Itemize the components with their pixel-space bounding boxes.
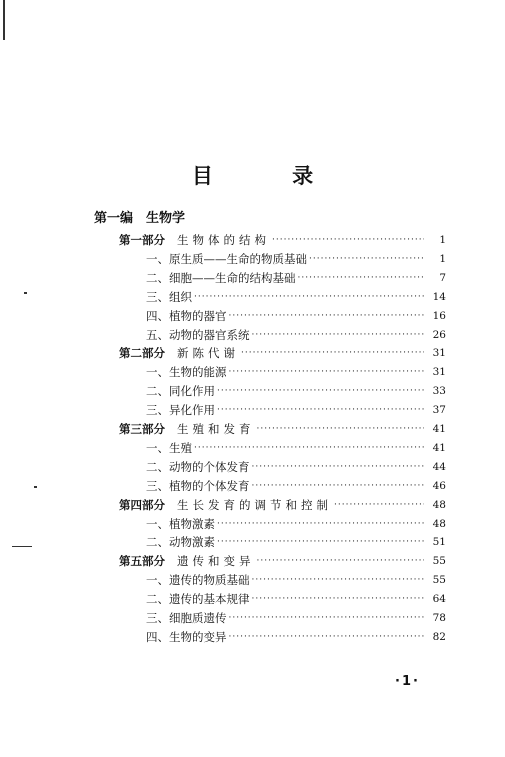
toc-leader-dots bbox=[252, 326, 425, 344]
toc-entry-row[interactable] bbox=[146, 609, 446, 627]
toc-entry-row[interactable] bbox=[146, 571, 446, 589]
toc-entry-label: 一、遗传的物质基础 bbox=[146, 573, 250, 588]
toc-entry-row[interactable] bbox=[146, 250, 446, 268]
toc-leader-dots bbox=[252, 477, 425, 495]
toc-page-number: 64 bbox=[432, 593, 446, 606]
toc-page-number: 14 bbox=[432, 290, 446, 303]
toc-section-label bbox=[119, 497, 334, 513]
toc-entry-label: 五、动物的器官系统 bbox=[146, 327, 250, 342]
toc-entry-row[interactable] bbox=[146, 326, 446, 344]
toc-entry-row[interactable] bbox=[146, 382, 446, 400]
part-heading: 第一编 生物学 bbox=[94, 211, 186, 226]
toc-section-number: 第一部分 bbox=[119, 233, 165, 247]
toc-leader-dots bbox=[257, 420, 425, 438]
toc-entry-label: 三、异化作用 bbox=[146, 403, 215, 418]
toc-section-name: 遗传和变异 bbox=[177, 554, 255, 569]
scan-edge-mark bbox=[3, 0, 5, 40]
scan-speck bbox=[34, 486, 37, 488]
toc-leader-dots bbox=[194, 439, 424, 457]
toc-entry-label: 四、植物的器官 bbox=[146, 308, 227, 323]
toc-leader-dots bbox=[217, 382, 424, 400]
toc-entry-label: 四、生物的变异 bbox=[146, 629, 227, 644]
toc-entry-label: 三、细胞质遗传 bbox=[146, 611, 227, 625]
toc-entry-label: 三、植物的个体发育 bbox=[146, 478, 250, 493]
toc-section-row[interactable] bbox=[119, 496, 446, 514]
toc-page-number: 51 bbox=[432, 536, 446, 549]
toc-leader-dots bbox=[309, 250, 424, 268]
toc-entry-row[interactable] bbox=[146, 533, 446, 551]
toc-entry-label: 一、植物激素 bbox=[146, 516, 215, 531]
toc-leader-dots bbox=[272, 231, 424, 249]
toc-entry-label: 三、组织 bbox=[146, 289, 192, 304]
toc-entry-label: 一、生殖 bbox=[146, 440, 192, 455]
toc-section-row[interactable] bbox=[119, 344, 446, 362]
toc-section-number: 第二部分 bbox=[119, 346, 165, 361]
toc-section-row[interactable] bbox=[119, 231, 446, 249]
toc-leader-dots bbox=[217, 515, 424, 533]
toc-page-number: 1 bbox=[439, 252, 446, 265]
toc-leader-dots bbox=[229, 363, 425, 381]
toc-entry-label: 二、同化作用 bbox=[146, 384, 215, 399]
scan-speck bbox=[24, 292, 27, 294]
toc-section-name: 生殖和发育 bbox=[177, 422, 255, 436]
toc-page-number: 7 bbox=[439, 271, 446, 284]
toc-leader-dots bbox=[298, 269, 425, 287]
toc-entry-row[interactable] bbox=[146, 590, 446, 608]
toc-page-number: 16 bbox=[432, 309, 446, 322]
toc-entry-label: 二、细胞——生命的结构基础 bbox=[146, 270, 296, 285]
toc-page-number: 55 bbox=[432, 574, 446, 587]
toc-leader-dots bbox=[334, 496, 424, 514]
toc-leader-dots bbox=[229, 307, 425, 325]
toc-leader-dots bbox=[217, 401, 424, 419]
toc-leader-dots bbox=[229, 628, 425, 646]
toc-leader-dots bbox=[257, 552, 425, 570]
toc-page-number: 48 bbox=[432, 517, 446, 530]
toc-entry-row[interactable] bbox=[146, 477, 446, 495]
toc-page-number: 46 bbox=[432, 479, 446, 492]
page-title: 目 录 bbox=[191, 164, 350, 188]
toc-section-number: 第三部分 bbox=[119, 422, 165, 436]
toc-page-number: 78 bbox=[432, 612, 446, 624]
toc-section-name: 新陈代谢 bbox=[177, 346, 239, 361]
page-number: ·1· bbox=[395, 674, 420, 689]
toc-leader-dots bbox=[252, 571, 425, 589]
toc-section-label bbox=[119, 553, 257, 569]
toc-page-number: 44 bbox=[432, 460, 446, 473]
toc-page-number: 37 bbox=[432, 404, 446, 417]
toc-entry-row[interactable] bbox=[146, 628, 446, 646]
toc-section-label bbox=[119, 345, 241, 361]
toc-page-number: 33 bbox=[432, 385, 446, 398]
toc-section-row[interactable] bbox=[119, 552, 446, 570]
toc-leader-dots bbox=[217, 533, 424, 551]
toc-section-number: 第五部分 bbox=[119, 554, 165, 569]
toc-page-number: 41 bbox=[432, 441, 446, 454]
toc-leader-dots bbox=[194, 288, 424, 306]
toc-leader-dots bbox=[241, 344, 424, 362]
toc-page-number: 41 bbox=[432, 423, 446, 435]
toc-leader-dots bbox=[252, 458, 425, 476]
toc-entry-label: 二、遗传的基本规律 bbox=[146, 592, 250, 607]
toc-page-number: 31 bbox=[432, 347, 446, 360]
toc-entry-row[interactable] bbox=[146, 439, 446, 457]
toc-section-row[interactable] bbox=[119, 420, 446, 438]
toc-section-name: 生物体的结构 bbox=[177, 233, 270, 247]
toc-page-number: 26 bbox=[432, 328, 446, 341]
toc-entry-label: 二、动物的个体发育 bbox=[146, 459, 250, 474]
toc-page-number: 31 bbox=[432, 366, 446, 379]
toc-section-label bbox=[119, 232, 272, 248]
toc-entry-row[interactable] bbox=[146, 515, 446, 533]
toc-section-label bbox=[119, 421, 257, 437]
toc-section-number: 第四部分 bbox=[119, 497, 165, 512]
toc-leader-dots bbox=[229, 609, 425, 627]
toc-page-number: 1 bbox=[439, 234, 446, 246]
toc-leader-dots bbox=[252, 590, 425, 608]
toc-page-number: 48 bbox=[432, 498, 446, 511]
toc-entry-row[interactable] bbox=[146, 401, 446, 419]
toc-page-number: 55 bbox=[432, 555, 446, 568]
toc-section-name: 生长发育的调节和控制 bbox=[177, 497, 332, 512]
toc-entry-row[interactable] bbox=[146, 288, 446, 306]
toc-entry-row[interactable] bbox=[146, 307, 446, 325]
toc-entry-label: 一、原生质——生命的物质基础 bbox=[146, 251, 307, 266]
toc-entry-row[interactable] bbox=[146, 458, 446, 476]
toc-entry-label: 一、生物的能源 bbox=[146, 365, 227, 380]
toc-page-number: 82 bbox=[432, 630, 446, 643]
scan-speck bbox=[12, 546, 32, 547]
toc-entry-label: 二、动物激素 bbox=[146, 535, 215, 550]
toc-entry-row[interactable] bbox=[146, 269, 446, 287]
toc-entry-row[interactable] bbox=[146, 363, 446, 381]
